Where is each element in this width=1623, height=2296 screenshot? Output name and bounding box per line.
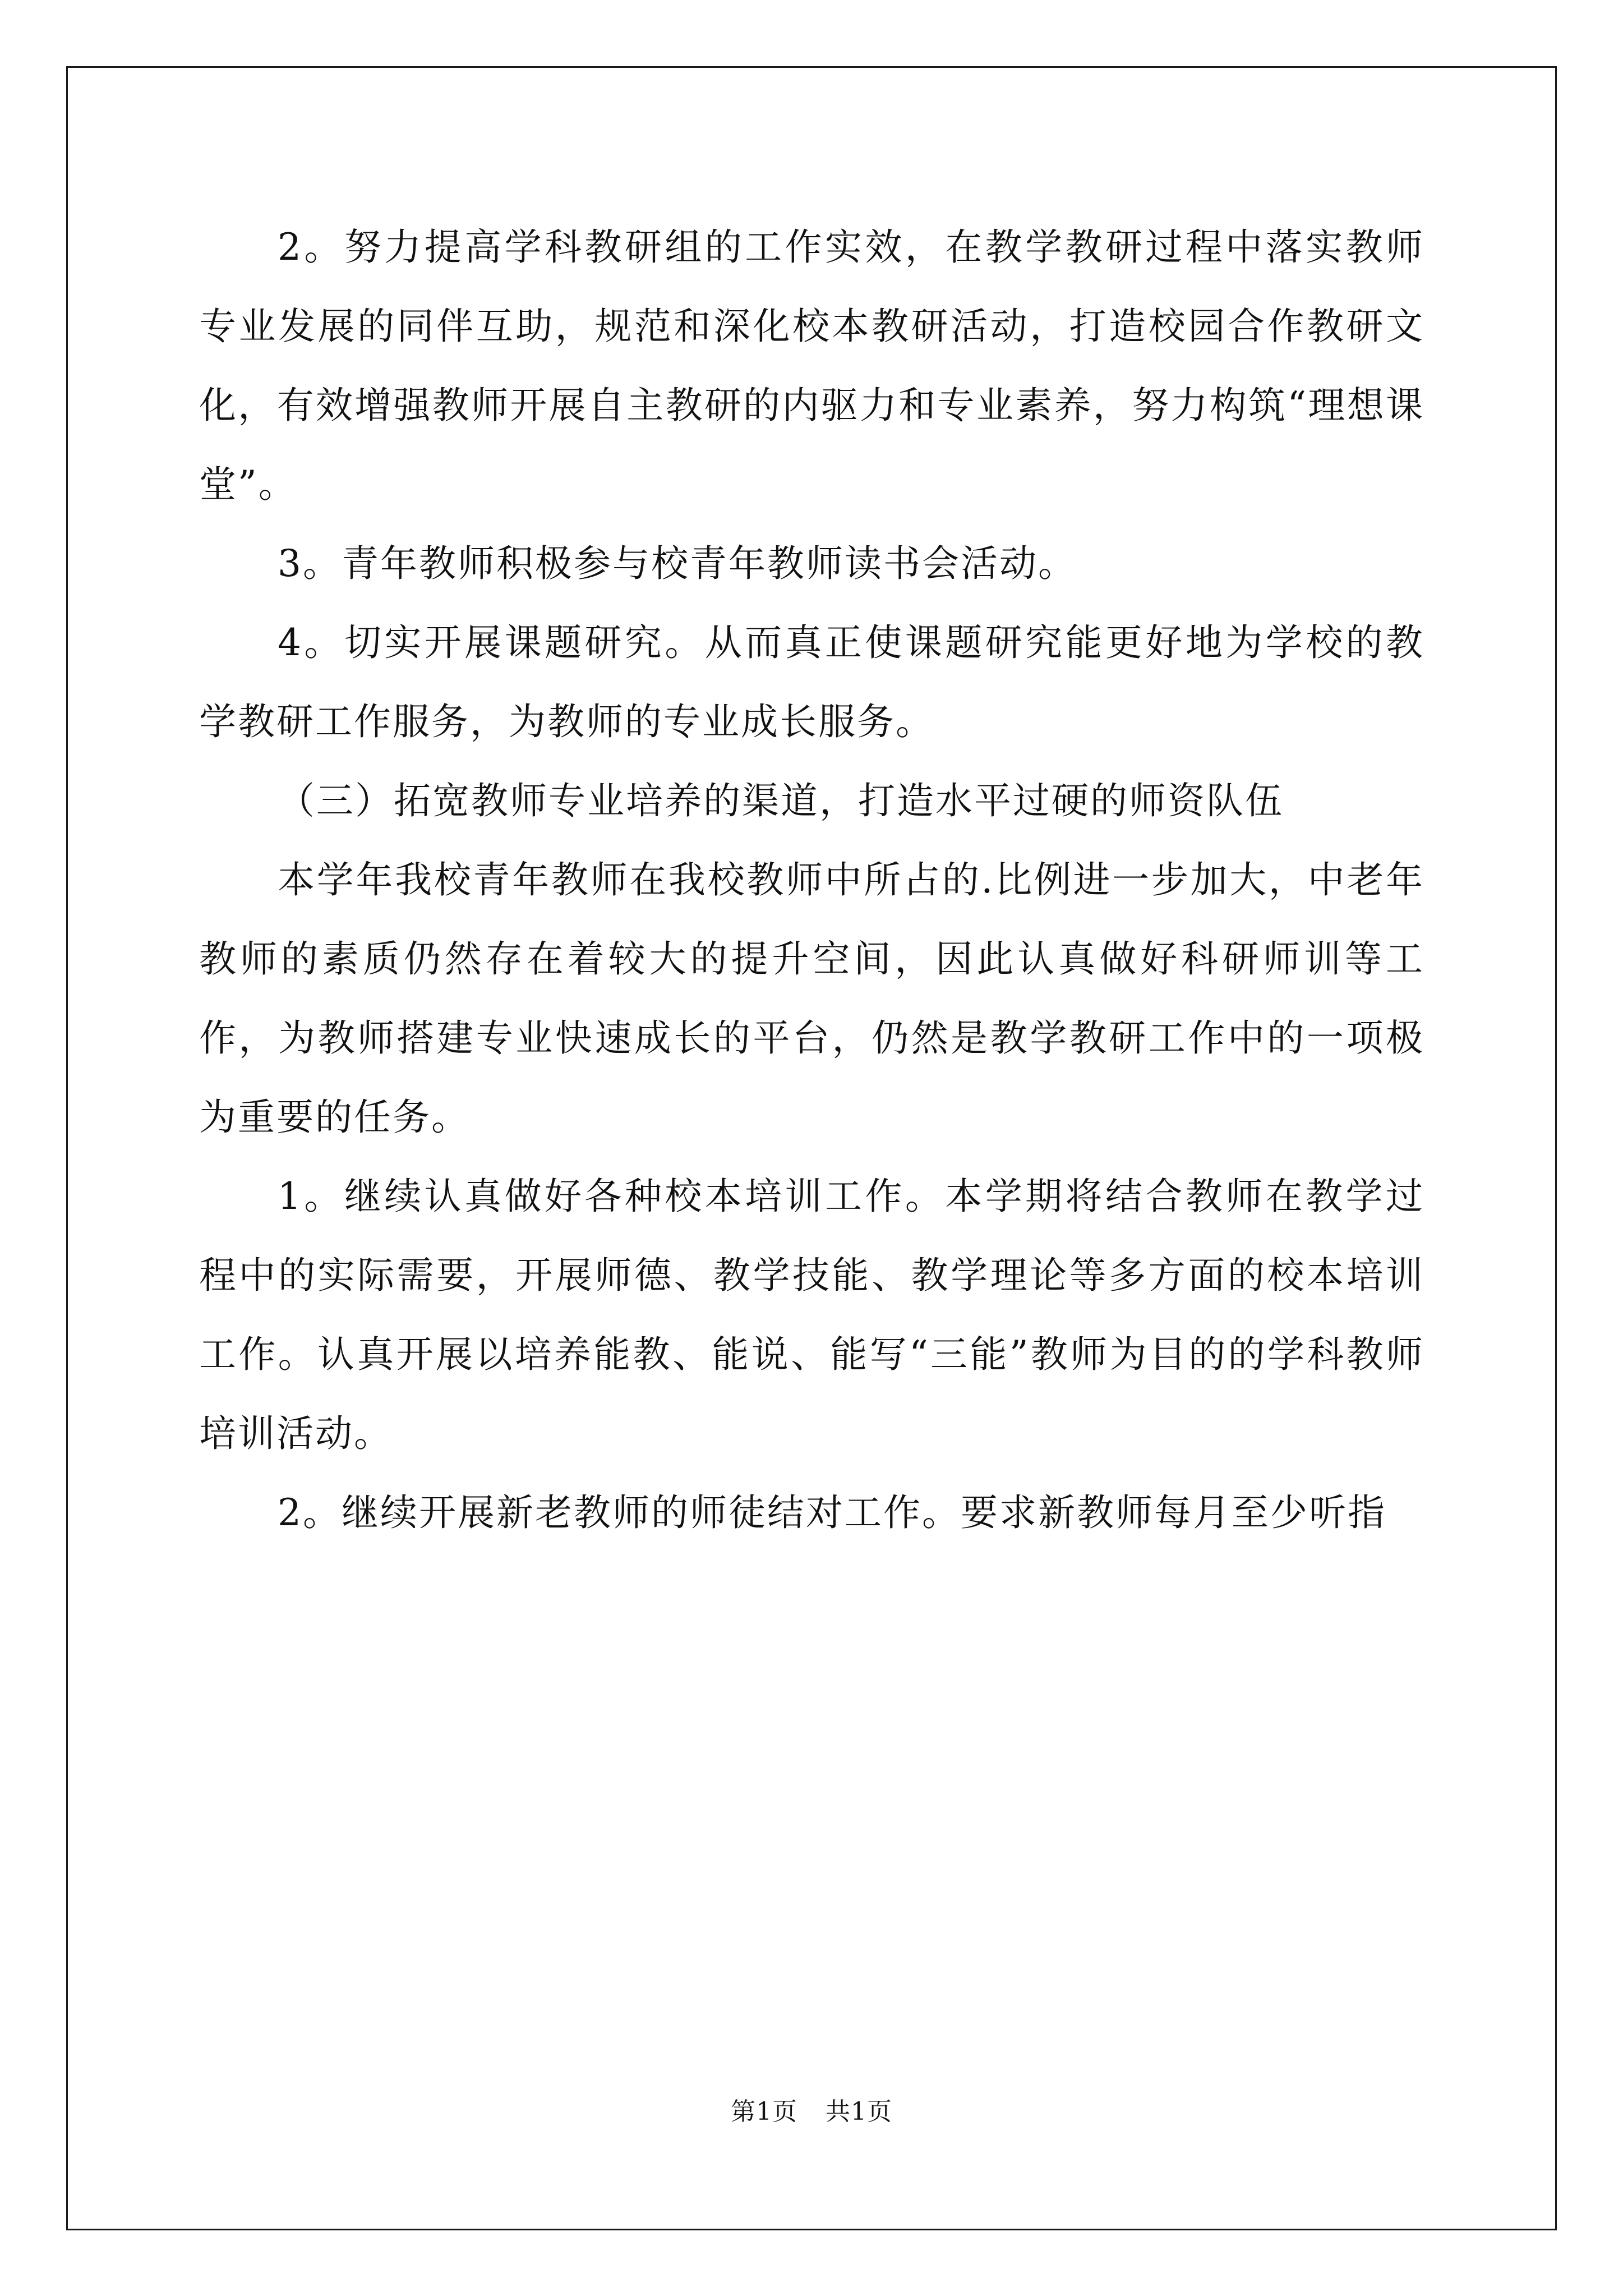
paragraph-2: 3。青年教师积极参与校青年教师读书会活动。 bbox=[278, 542, 1077, 585]
paragraph-6: 2。继续开展新老教师的师徒结对工作。要求新教师每月至少听指 bbox=[278, 1491, 1386, 1534]
paragraph-4: 本学年我校青年教师在我校教师中所占的.比例进一步加大，中老年教师的素质仍然存在着较大的提升空间，因此认真做好科研师训等工作，为教师搭建专业快速成长的平台，仍然是教学教研工作中的一项极为重要的任务。 bbox=[199, 858, 1424, 1139]
paragraph-1: 2。努力提高学科教研组的工作实效，在教学教研过程中落实教师专业发展的同伴互助，规范和深化校本教研活动，打造校园合作教研文化，有效增强教师开展自主教研的内驱力和专业素养，努力构筑“理想课堂”。 bbox=[199, 226, 1424, 506]
document-body bbox=[199, 208, 1424, 1552]
section-heading: （三）拓宽教师专业培养的渠道，打造水平过硬的师资队伍 bbox=[278, 779, 1284, 822]
page-total: 共1页 bbox=[826, 2097, 892, 2126]
page-footer bbox=[0, 2091, 1623, 2127]
paragraph-5: 1。继续认真做好各种校本培训工作。本学期将结合教师在教学过程中的实际需要，开展师德、教学技能、教学理论等多方面的校本培训工作。认真开展以培养能教、能说、能写“三能”教师为目的的学科教师培训活动。 bbox=[199, 1175, 1424, 1455]
paragraph-3: 4。切实开展课题研究。从而真正使课题研究能更好地为学校的教学教研工作服务，为教师的专业成长服务。 bbox=[199, 621, 1424, 743]
page-number: 第1页 bbox=[731, 2097, 797, 2126]
